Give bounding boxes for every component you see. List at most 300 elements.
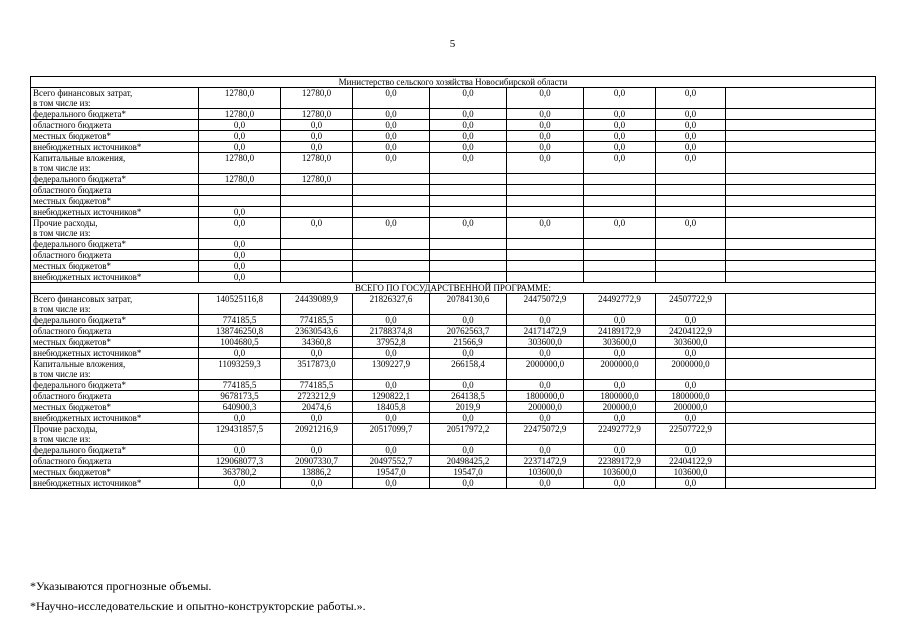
value-cell: [507, 239, 584, 250]
empty-cell: [726, 261, 876, 272]
value-cell: [430, 250, 507, 261]
empty-cell: [726, 174, 876, 185]
value-cell: 9678173,5: [199, 391, 281, 402]
row-label: [31, 185, 199, 196]
value-cell: 0,0: [656, 348, 726, 359]
value-cell: [353, 250, 430, 261]
row-label-line: федерального бюджета*: [33, 174, 127, 184]
empty-cell: [726, 359, 876, 380]
value-cell: 0,0: [584, 478, 656, 489]
value-cell: 0,0: [281, 445, 353, 456]
value-cell: 0,0: [584, 142, 656, 153]
value-cell: 0,0: [353, 413, 430, 424]
row-label: [31, 294, 199, 315]
table-row: [31, 174, 876, 185]
value-cell: 0,0: [199, 348, 281, 359]
value-cell: 0,0: [656, 380, 726, 391]
empty-cell: [726, 207, 876, 218]
value-cell: 0,0: [199, 445, 281, 456]
row-label-line: в том числе из:: [33, 369, 91, 379]
row-label-line: внебюджетных источников*: [33, 348, 142, 358]
value-cell: 20921216,9: [281, 424, 353, 445]
page-number: 5: [449, 38, 456, 50]
value-cell: 200000,0: [507, 402, 584, 413]
empty-cell: [726, 456, 876, 467]
value-cell: 0,0: [353, 120, 430, 131]
row-label: [31, 391, 199, 402]
value-cell: 20474,6: [281, 402, 353, 413]
value-cell: 0,0: [507, 380, 584, 391]
value-cell: 0,0: [430, 131, 507, 142]
value-cell: 1800000,0: [507, 391, 584, 402]
row-label: [31, 402, 199, 413]
section-title: Министерство сельского хозяйства Новосибирской области: [31, 77, 876, 88]
value-cell: 20784130,6: [430, 294, 507, 315]
value-cell: 0,0: [199, 131, 281, 142]
section-header-row: [31, 283, 876, 294]
value-cell: 140525116,8: [199, 294, 281, 315]
value-cell: 0,0: [353, 445, 430, 456]
value-cell: 0,0: [199, 218, 281, 239]
value-cell: 0,0: [507, 445, 584, 456]
value-cell: 0,0: [656, 142, 726, 153]
value-cell: 22371472,9: [507, 456, 584, 467]
footnote-rnd: *Научно-исследовательские и опытно-конструкторские работы.».: [30, 599, 366, 613]
value-cell: [430, 272, 507, 283]
empty-cell: [726, 88, 876, 109]
row-label-line: федерального бюджета*: [33, 315, 127, 325]
row-label: [31, 131, 199, 142]
value-cell: 103600,0: [584, 467, 656, 478]
value-cell: 22404122,9: [656, 456, 726, 467]
table-row: [31, 337, 876, 348]
value-cell: 0,0: [281, 142, 353, 153]
value-cell: [584, 196, 656, 207]
row-label-line: внебюджетных источников*: [33, 413, 142, 423]
table-row: [31, 239, 876, 250]
table-row: [31, 391, 876, 402]
value-cell: [656, 185, 726, 196]
empty-cell: [726, 250, 876, 261]
value-cell: [353, 272, 430, 283]
empty-cell: [726, 467, 876, 478]
value-cell: 0,0: [507, 88, 584, 109]
empty-cell: [726, 315, 876, 326]
value-cell: 24492772,9: [584, 294, 656, 315]
value-cell: [281, 250, 353, 261]
value-cell: 12780,0: [199, 109, 281, 120]
table-row: [31, 272, 876, 283]
empty-cell: [726, 391, 876, 402]
row-label: [31, 348, 199, 359]
table-row: [31, 261, 876, 272]
value-cell: 12780,0: [199, 88, 281, 109]
value-cell: 0,0: [584, 88, 656, 109]
value-cell: [507, 261, 584, 272]
value-cell: 363780,2: [199, 467, 281, 478]
value-cell: [656, 261, 726, 272]
table-row: [31, 207, 876, 218]
value-cell: 23630543,6: [281, 326, 353, 337]
value-cell: [656, 196, 726, 207]
row-label-line: внебюджетных источников*: [33, 272, 142, 282]
value-cell: 0,0: [584, 218, 656, 239]
value-cell: 0,0: [507, 478, 584, 489]
row-label: [31, 380, 199, 391]
value-cell: 0,0: [430, 142, 507, 153]
value-cell: [507, 272, 584, 283]
row-label: [31, 207, 199, 218]
empty-cell: [726, 142, 876, 153]
value-cell: 0,0: [199, 250, 281, 261]
value-cell: 0,0: [656, 315, 726, 326]
value-cell: 0,0: [430, 109, 507, 120]
row-label-line: в том числе из:: [33, 304, 91, 314]
value-cell: 0,0: [281, 218, 353, 239]
value-cell: [656, 250, 726, 261]
row-label: [31, 120, 199, 131]
value-cell: [430, 239, 507, 250]
row-label: [31, 337, 199, 348]
value-cell: 266158,4: [430, 359, 507, 380]
value-cell: 0,0: [507, 153, 584, 174]
value-cell: [656, 239, 726, 250]
value-cell: 0,0: [430, 120, 507, 131]
value-cell: 34360,8: [281, 337, 353, 348]
value-cell: 0,0: [430, 88, 507, 109]
table-row: [31, 185, 876, 196]
value-cell: 0,0: [353, 218, 430, 239]
value-cell: [430, 261, 507, 272]
value-cell: 1800000,0: [584, 391, 656, 402]
value-cell: 0,0: [353, 478, 430, 489]
table-row: [31, 196, 876, 207]
value-cell: 0,0: [430, 218, 507, 239]
value-cell: 0,0: [507, 120, 584, 131]
value-cell: 1290822,1: [353, 391, 430, 402]
value-cell: 0,0: [507, 142, 584, 153]
row-label-line: областного бюджета: [33, 326, 112, 336]
value-cell: 18405,8: [353, 402, 430, 413]
value-cell: [584, 185, 656, 196]
value-cell: 20497552,7: [353, 456, 430, 467]
table-row: [31, 359, 876, 380]
row-label-line: Капитальные вложения,: [33, 153, 126, 163]
row-label-line: областного бюджета: [33, 250, 112, 260]
value-cell: [430, 207, 507, 218]
row-label: [31, 424, 199, 445]
row-label-line: в том числе из:: [33, 98, 91, 108]
value-cell: [430, 196, 507, 207]
empty-cell: [726, 294, 876, 315]
empty-cell: [726, 218, 876, 239]
table-row: [31, 424, 876, 445]
row-label-line: внебюджетных источников*: [33, 207, 142, 217]
value-cell: [281, 272, 353, 283]
value-cell: 774185,5: [199, 380, 281, 391]
value-cell: 0,0: [281, 120, 353, 131]
row-label-line: федерального бюджета*: [33, 109, 127, 119]
section-title: ВСЕГО ПО ГОСУДАРСТВЕННОЙ ПРОГРАММЕ:: [31, 283, 876, 294]
value-cell: [430, 174, 507, 185]
value-cell: 20517972,2: [430, 424, 507, 445]
row-label: [31, 239, 199, 250]
value-cell: [584, 250, 656, 261]
value-cell: 2723212,9: [281, 391, 353, 402]
value-cell: 0,0: [656, 120, 726, 131]
value-cell: [584, 239, 656, 250]
value-cell: [584, 174, 656, 185]
row-label: [31, 445, 199, 456]
row-label-line: Капитальные вложения,: [33, 359, 126, 369]
value-cell: 0,0: [281, 131, 353, 142]
row-label-line: Всего финансовых затрат,: [33, 88, 133, 98]
row-label-line: областного бюджета: [33, 391, 112, 401]
value-cell: [353, 196, 430, 207]
empty-cell: [726, 109, 876, 120]
value-cell: [507, 250, 584, 261]
value-cell: 13886,2: [281, 467, 353, 478]
table-row: [31, 109, 876, 120]
value-cell: 0,0: [199, 261, 281, 272]
value-cell: 774185,5: [199, 315, 281, 326]
value-cell: [507, 196, 584, 207]
value-cell: 0,0: [353, 315, 430, 326]
value-cell: 0,0: [584, 413, 656, 424]
value-cell: 200000,0: [656, 402, 726, 413]
value-cell: 11093259,3: [199, 359, 281, 380]
value-cell: 200000,0: [584, 402, 656, 413]
value-cell: 24475072,9: [507, 294, 584, 315]
row-label-line: федерального бюджета*: [33, 239, 127, 249]
empty-cell: [726, 196, 876, 207]
row-label: [31, 272, 199, 283]
value-cell: 0,0: [584, 445, 656, 456]
value-cell: 0,0: [507, 315, 584, 326]
value-cell: [353, 185, 430, 196]
value-cell: [353, 207, 430, 218]
table-row: [31, 131, 876, 142]
value-cell: 22492772,9: [584, 424, 656, 445]
empty-cell: [726, 424, 876, 445]
row-label: [31, 142, 199, 153]
value-cell: [584, 261, 656, 272]
value-cell: 0,0: [199, 478, 281, 489]
value-cell: 0,0: [199, 207, 281, 218]
value-cell: 0,0: [430, 153, 507, 174]
empty-cell: [726, 120, 876, 131]
row-label-line: федерального бюджета*: [33, 380, 127, 390]
table-row: [31, 456, 876, 467]
value-cell: 21566,9: [430, 337, 507, 348]
empty-cell: [726, 153, 876, 174]
value-cell: [656, 207, 726, 218]
value-cell: [656, 174, 726, 185]
row-label: [31, 196, 199, 207]
value-cell: 0,0: [656, 445, 726, 456]
value-cell: 22389172,9: [584, 456, 656, 467]
row-label-line: областного бюджета: [33, 120, 112, 130]
row-label-line: местных бюджетов*: [33, 196, 112, 206]
value-cell: 24204122,9: [656, 326, 726, 337]
row-label: [31, 456, 199, 467]
value-cell: 24171472,9: [507, 326, 584, 337]
empty-cell: [726, 326, 876, 337]
value-cell: 0,0: [584, 380, 656, 391]
empty-cell: [726, 380, 876, 391]
empty-cell: [726, 131, 876, 142]
value-cell: 0,0: [281, 413, 353, 424]
value-cell: [199, 185, 281, 196]
value-cell: 0,0: [507, 218, 584, 239]
table-row: [31, 120, 876, 131]
table-row: [31, 413, 876, 424]
value-cell: 0,0: [584, 120, 656, 131]
value-cell: [281, 185, 353, 196]
value-cell: 774185,5: [281, 315, 353, 326]
value-cell: [281, 207, 353, 218]
value-cell: 0,0: [353, 142, 430, 153]
row-label-line: местных бюджетов*: [33, 467, 112, 477]
value-cell: 0,0: [430, 413, 507, 424]
value-cell: 0,0: [199, 239, 281, 250]
table-row: [31, 142, 876, 153]
value-cell: [353, 261, 430, 272]
value-cell: 0,0: [199, 272, 281, 283]
value-cell: 103600,0: [656, 467, 726, 478]
value-cell: [584, 272, 656, 283]
financing-table: [30, 76, 876, 489]
value-cell: 264138,5: [430, 391, 507, 402]
row-label-line: областного бюджета: [33, 456, 112, 466]
value-cell: 0,0: [430, 445, 507, 456]
value-cell: 12780,0: [281, 153, 353, 174]
value-cell: 0,0: [353, 88, 430, 109]
table-row: [31, 294, 876, 315]
value-cell: [584, 207, 656, 218]
value-cell: 12780,0: [281, 174, 353, 185]
value-cell: 0,0: [430, 380, 507, 391]
value-cell: 12780,0: [281, 109, 353, 120]
value-cell: 0,0: [353, 348, 430, 359]
empty-cell: [726, 402, 876, 413]
value-cell: 1800000,0: [656, 391, 726, 402]
value-cell: 12780,0: [199, 174, 281, 185]
row-label: [31, 218, 199, 239]
value-cell: 0,0: [507, 109, 584, 120]
value-cell: 303600,0: [656, 337, 726, 348]
value-cell: 0,0: [656, 413, 726, 424]
row-label-line: в том числе из:: [33, 163, 91, 173]
row-label: [31, 261, 199, 272]
row-label: [31, 359, 199, 380]
value-cell: 0,0: [281, 478, 353, 489]
value-cell: 0,0: [430, 348, 507, 359]
row-label-line: в том числе из:: [33, 228, 91, 238]
value-cell: 303600,0: [507, 337, 584, 348]
table-row: [31, 445, 876, 456]
value-cell: 0,0: [656, 478, 726, 489]
value-cell: [281, 196, 353, 207]
row-label-line: местных бюджетов*: [33, 261, 112, 271]
value-cell: 0,0: [199, 413, 281, 424]
value-cell: 0,0: [584, 315, 656, 326]
value-cell: 2000000,0: [507, 359, 584, 380]
value-cell: 22507722,9: [656, 424, 726, 445]
value-cell: 0,0: [507, 131, 584, 142]
value-cell: 774185,5: [281, 380, 353, 391]
row-label: [31, 413, 199, 424]
value-cell: 19547,0: [353, 467, 430, 478]
table-row: [31, 402, 876, 413]
value-cell: 20762563,7: [430, 326, 507, 337]
table-row: [31, 250, 876, 261]
row-label-line: местных бюджетов*: [33, 131, 112, 141]
value-cell: [353, 174, 430, 185]
value-cell: 129068077,3: [199, 456, 281, 467]
value-cell: 24189172,9: [584, 326, 656, 337]
value-cell: 20907330,7: [281, 456, 353, 467]
row-label-line: Всего финансовых затрат,: [33, 294, 133, 304]
value-cell: 12780,0: [199, 153, 281, 174]
row-label-line: внебюджетных источников*: [33, 478, 142, 488]
value-cell: 0,0: [656, 153, 726, 174]
empty-cell: [726, 272, 876, 283]
empty-cell: [726, 413, 876, 424]
value-cell: [199, 196, 281, 207]
empty-cell: [726, 478, 876, 489]
value-cell: [353, 239, 430, 250]
value-cell: 0,0: [584, 131, 656, 142]
row-label-line: в том числе из:: [33, 434, 91, 444]
value-cell: 19547,0: [430, 467, 507, 478]
row-label-line: внебюджетных источников*: [33, 142, 142, 152]
value-cell: 0,0: [584, 109, 656, 120]
value-cell: 3517873,0: [281, 359, 353, 380]
table-row: [31, 467, 876, 478]
row-label: [31, 250, 199, 261]
value-cell: 0,0: [353, 153, 430, 174]
value-cell: 0,0: [656, 131, 726, 142]
value-cell: 0,0: [353, 109, 430, 120]
value-cell: [507, 174, 584, 185]
value-cell: 24507722,9: [656, 294, 726, 315]
table-row: [31, 348, 876, 359]
empty-cell: [726, 239, 876, 250]
value-cell: 24439089,9: [281, 294, 353, 315]
value-cell: 640900,3: [199, 402, 281, 413]
table-row: [31, 380, 876, 391]
value-cell: 0,0: [353, 380, 430, 391]
value-cell: 22475072,9: [507, 424, 584, 445]
value-cell: [430, 185, 507, 196]
value-cell: 129431857,5: [199, 424, 281, 445]
value-cell: [281, 261, 353, 272]
section-header-row: [31, 77, 876, 88]
value-cell: 0,0: [199, 120, 281, 131]
value-cell: [507, 207, 584, 218]
empty-cell: [726, 445, 876, 456]
empty-cell: [726, 337, 876, 348]
row-label-line: местных бюджетов*: [33, 337, 112, 347]
empty-cell: [726, 185, 876, 196]
footnote-forecast: *Указываются прогнозные объемы.: [30, 579, 212, 593]
table-row: [31, 315, 876, 326]
value-cell: 138746250,8: [199, 326, 281, 337]
value-cell: 0,0: [584, 348, 656, 359]
row-label: [31, 326, 199, 337]
row-label: [31, 88, 199, 109]
